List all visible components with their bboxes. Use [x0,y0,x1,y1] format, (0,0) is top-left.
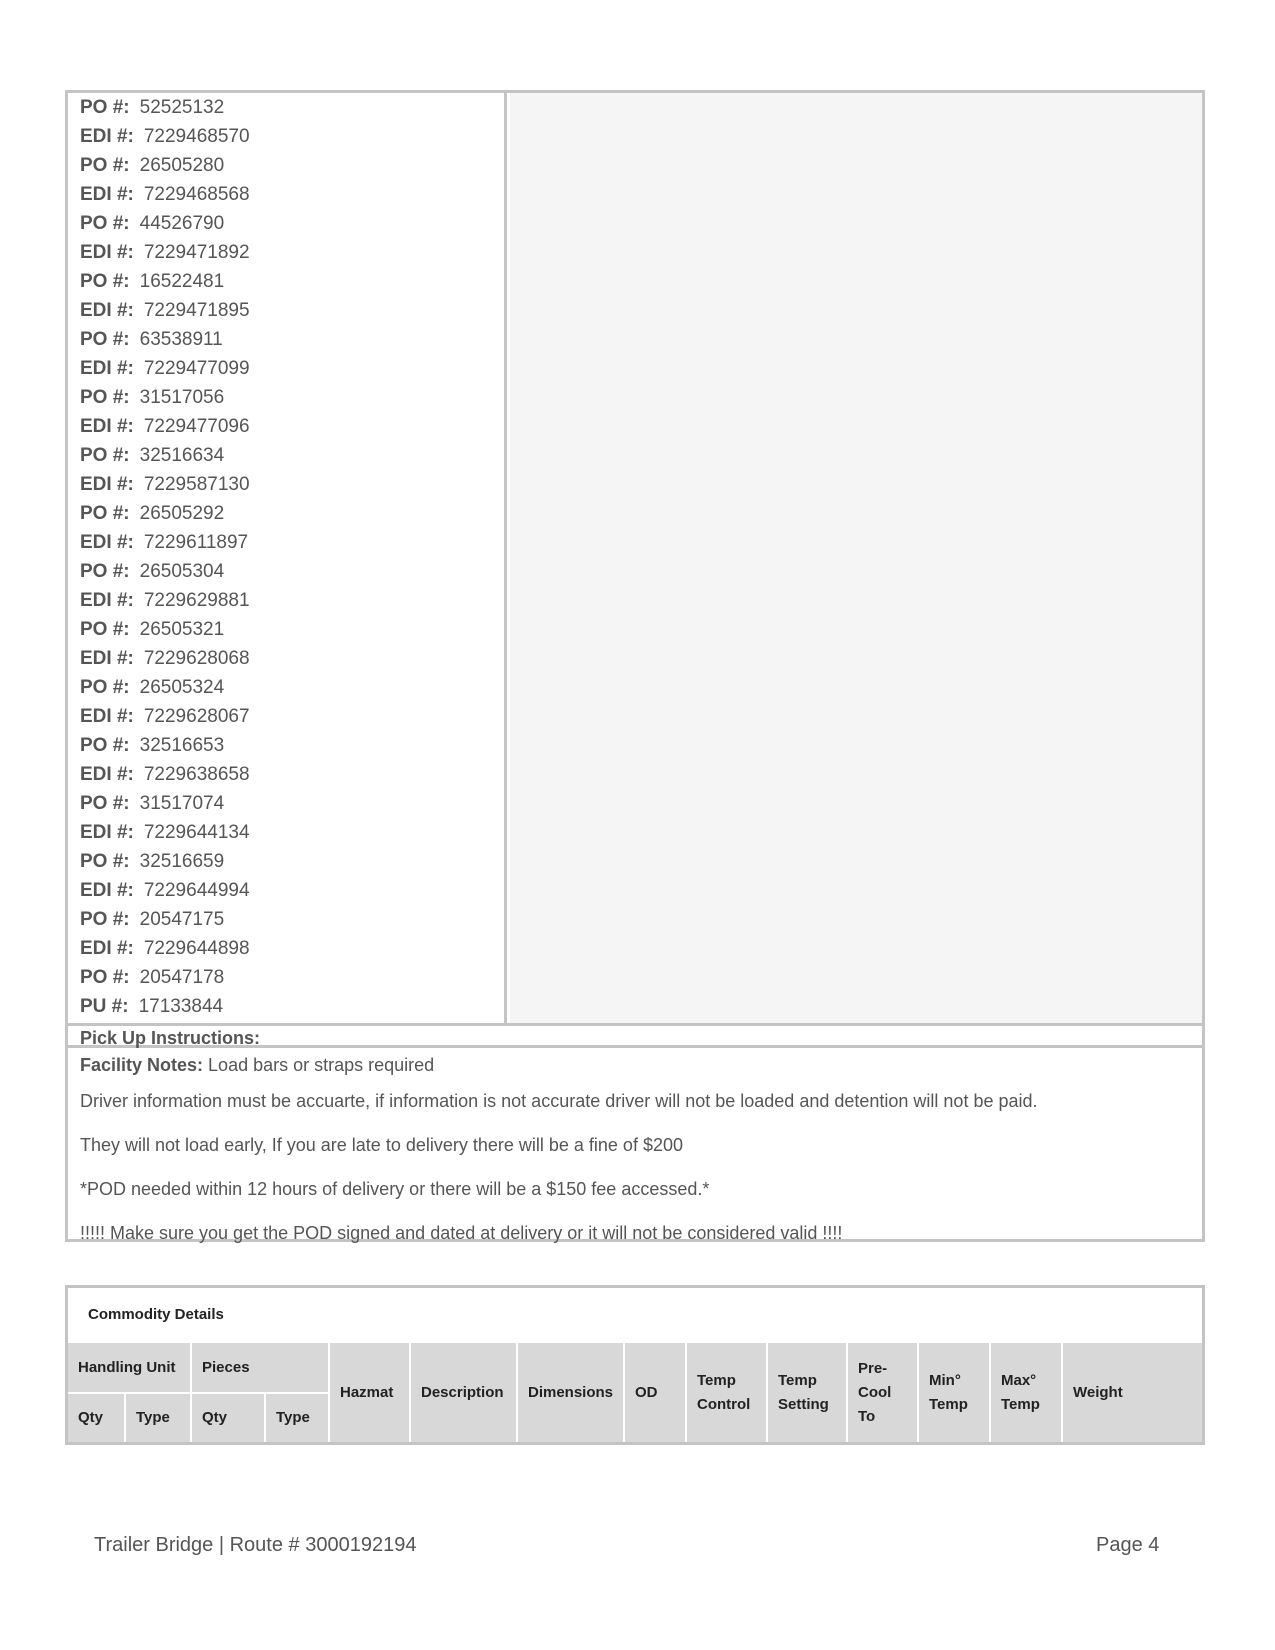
reference-label: PO #: [80,561,130,582]
reference-row [80,122,250,151]
reference-value: 20547178 [139,967,225,988]
reference-row [80,296,250,325]
note-line: Driver information must be accuarte, if information is not accurate driver will not be loaded and detention will not be paid. [80,1091,1038,1111]
footer-route: Trailer Bridge | Route # 3000192194 [94,1534,417,1556]
reference-value: 7229471892 [143,242,250,263]
reference-value: 7229638658 [143,764,250,785]
col-temp-control: Temp Control [687,1341,768,1442]
reference-row [80,673,224,702]
reference-row [80,644,250,673]
col-min-temp: Min° Temp [919,1341,991,1442]
footer-page-number: Page 4 [1096,1534,1160,1556]
reference-value: 7229468570 [143,126,250,147]
reference-value: 7229644134 [143,822,250,843]
col-handling-unit: Handling Unit [68,1341,192,1392]
reference-list [68,93,507,1023]
reference-label: EDI #: [80,184,134,205]
reference-row [80,354,250,383]
note-line: *POD needed within 12 hours of delivery or there will be a $150 fee accessed.* [80,1179,710,1199]
facility-notes-label: Facility Notes: [80,1055,204,1075]
facility-notes [80,1051,1190,1255]
col-od: OD [625,1341,687,1442]
note-line: !!!!! Make sure you get the POD signed and dated at delivery or it will not be considered valid !!!! [80,1223,843,1243]
reference-value: 16522481 [139,271,225,292]
reference-row [80,470,250,499]
col-dimensions: Dimensions [518,1341,625,1442]
col-hu-type: Type [126,1392,192,1442]
reference-row [80,238,250,267]
reference-label: EDI #: [80,242,134,263]
reference-label: PO #: [80,271,130,292]
facility-notes-text: Load bars or straps required [208,1055,435,1075]
reference-label: EDI #: [80,416,134,437]
reference-row [80,731,224,760]
reference-label: EDI #: [80,764,134,785]
reference-row [80,441,224,470]
reference-row [80,267,224,296]
col-hu-qty: Qty [68,1392,126,1442]
reference-row [80,963,224,992]
reference-label: PO #: [80,735,130,756]
reference-value: 26505280 [139,155,225,176]
reference-label: PO #: [80,793,130,814]
reference-value: 20547175 [139,909,225,930]
reference-value: 17133844 [138,996,224,1017]
reference-label: EDI #: [80,532,134,553]
reference-value: 7229629881 [143,590,250,611]
reference-value: 7229611897 [143,532,249,553]
reference-value: 26505292 [139,503,225,524]
reference-label: PO #: [80,967,130,988]
reference-label: PO #: [80,619,130,640]
facility-notes-line [80,1051,1190,1079]
reference-value: 52525132 [139,97,225,118]
reference-row [80,847,224,876]
reference-label: EDI #: [80,358,134,379]
reference-row [80,760,250,789]
reference-value: 32516659 [139,851,225,872]
reference-value: 63538911 [139,329,223,350]
col-hazmat: Hazmat [330,1341,411,1442]
reference-label: PO #: [80,213,130,234]
reference-label: PO #: [80,503,130,524]
reference-row [80,93,224,122]
col-pieces-qty: Qty [192,1392,266,1442]
reference-value: 31517056 [139,387,225,408]
reference-label: EDI #: [80,822,134,843]
reference-value: 31517074 [139,793,225,814]
col-pieces: Pieces [192,1341,330,1392]
reference-label: PO #: [80,851,130,872]
reference-row [80,586,250,615]
reference-value: 26505321 [139,619,225,640]
reference-label: EDI #: [80,706,134,727]
reference-row [80,209,224,238]
reference-value: 7229644994 [143,880,250,901]
reference-row [80,412,250,441]
col-weight: Weight [1063,1341,1202,1442]
reference-row [80,180,250,209]
col-description: Description [411,1341,518,1442]
reference-row [80,151,224,180]
reference-row [80,325,223,354]
col-temp-setting: Temp Setting [768,1341,848,1442]
reference-row [80,528,248,557]
reference-row [80,499,224,528]
reference-row [80,934,250,963]
reference-label: PO #: [80,97,130,118]
commodity-details-title: Commodity Details [88,1306,224,1323]
reference-label: EDI #: [80,300,134,321]
reference-row [80,615,224,644]
reference-row [80,789,224,818]
reference-label: PO #: [80,329,130,350]
reference-value: 7229644898 [143,938,250,959]
reference-label: EDI #: [80,474,134,495]
reference-label: PO #: [80,909,130,930]
reference-label: PU #: [80,996,129,1017]
reference-label: EDI #: [80,880,134,901]
pickup-instructions-title: Pick Up Instructions: [80,1028,261,1048]
reference-label: EDI #: [80,590,134,611]
col-pieces-type: Type [266,1392,330,1442]
reference-row [80,383,224,412]
reference-value: 7229477096 [143,416,250,437]
reference-value: 7229628068 [143,648,250,669]
reference-label: PO #: [80,387,130,408]
reference-value: 32516653 [139,735,225,756]
reference-value: 7229477099 [143,358,250,379]
reference-label: PO #: [80,677,130,698]
reference-value: 7229471895 [143,300,250,321]
reference-label: EDI #: [80,126,134,147]
reference-label: EDI #: [80,938,134,959]
reference-blank-panel [510,93,1202,1023]
reference-value: 7229587130 [143,474,250,495]
commodity-details-table [65,1285,1205,1445]
reference-row [80,876,250,905]
note-line: They will not load early, If you are late to delivery there will be a fine of $200 [80,1135,683,1155]
reference-box [65,90,1205,1242]
reference-columns [68,93,1202,1023]
reference-row [80,905,224,934]
col-max-temp: Max° Temp [991,1341,1063,1442]
pickup-instructions-header [68,1023,1202,1048]
reference-value: 44526790 [139,213,225,234]
reference-value: 26505304 [139,561,225,582]
reference-row [80,557,224,586]
reference-label: PO #: [80,445,130,466]
reference-label: PO #: [80,155,130,176]
commodity-header-grid [68,1341,1202,1442]
reference-row [80,702,250,731]
reference-value: 32516634 [139,445,225,466]
reference-row [80,992,223,1021]
reference-value: 26505324 [139,677,225,698]
reference-value: 7229468568 [143,184,250,205]
col-pre-cool-to: Pre-Cool To [848,1341,919,1442]
reference-label: EDI #: [80,648,134,669]
reference-value: 7229628067 [143,706,250,727]
reference-row [80,818,250,847]
